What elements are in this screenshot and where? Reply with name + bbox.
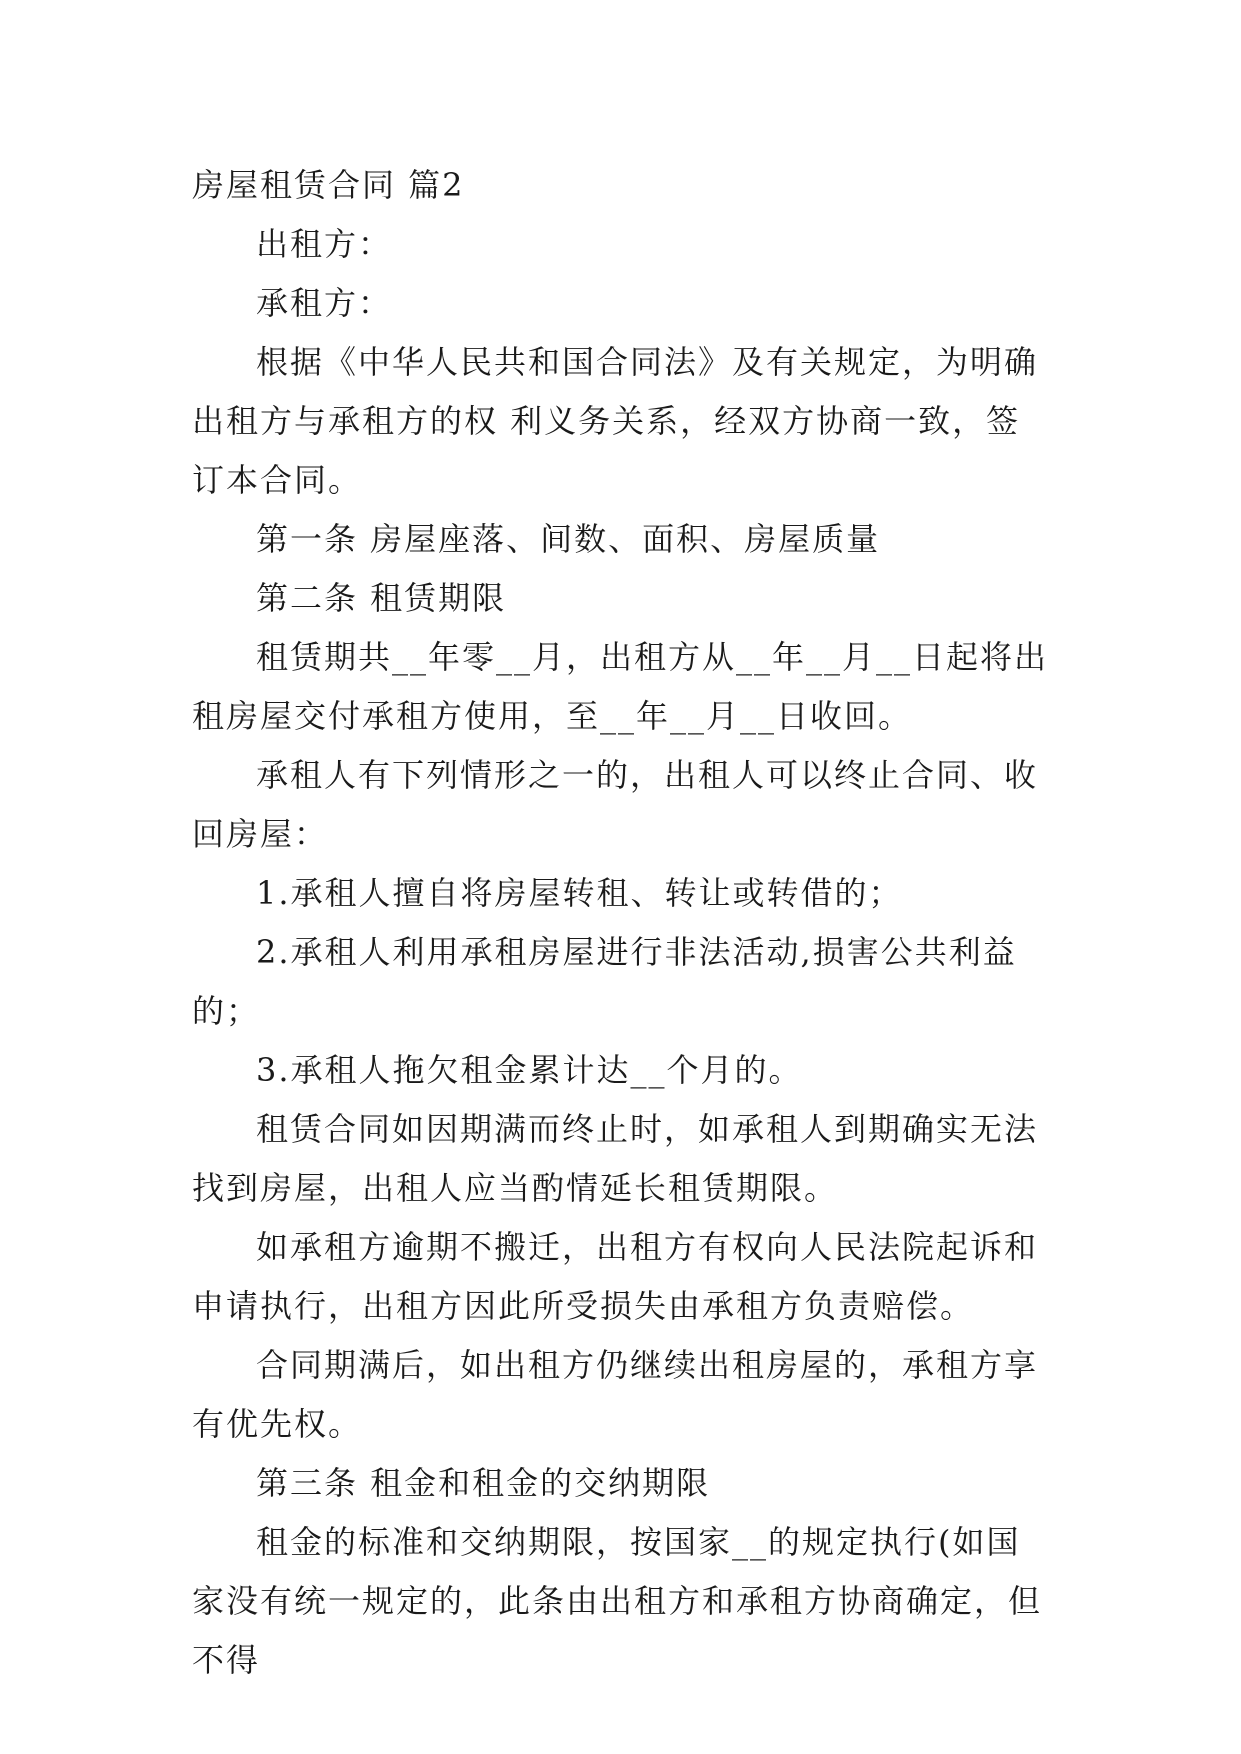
paragraph-lessor: 出租方： [256, 225, 393, 263]
document-body [192, 156, 1050, 1690]
paragraph-lease-term: 租赁期共__年零__月，出租方从__年__月__日起将出租房屋交付承租方使用，至__年__月__日收回。 [192, 638, 1049, 735]
paragraph-termination-conditions: 承租人有下列情形之一的，出租人可以终止合同、收回房屋： [192, 756, 1039, 853]
paragraph-overdue: 如承租方逾期不搬迁，出租方有权向人民法院起诉和申请执行，出租方因此所受损失由承租方负责赔偿。 [192, 1228, 1039, 1325]
paragraph-rent-standard: 租金的标准和交纳期限，按国家__的规定执行(如国家没有统一规定的，此条由出租方和承租方协商确定，但不得 [192, 1523, 1043, 1679]
document-title: 房屋租赁合同 篇2 [192, 166, 465, 204]
list-item-3: 3.承租人拖欠租金累计达__个月的。 [256, 1051, 803, 1089]
list-item-2: 2.承租人利用承租房屋进行非法活动,损害公共利益的； [192, 933, 1017, 1030]
article-2-heading: 第二条 租赁期限 [256, 579, 507, 617]
paragraph-priority: 合同期满后，如出租方仍继续出租房屋的，承租方享有优先权。 [192, 1346, 1039, 1443]
paragraph-expiry: 租赁合同如因期满而终止时，如承租人到期确实无法找到房屋，出租人应当酌情延长租赁期限。 [192, 1110, 1039, 1207]
paragraph-lessee: 承租方： [256, 284, 393, 322]
article-1-heading: 第一条 房屋座落、间数、面积、房屋质量 [256, 520, 881, 558]
article-3-heading: 第三条 租金和租金的交纳期限 [256, 1464, 711, 1502]
list-item-1: 1.承租人擅自将房屋转租、转让或转借的； [256, 874, 903, 912]
paragraph-preamble: 根据《中华人民共和国合同法》及有关规定，为明确出租方与承租方的权 利义务关系，经双方协商一致，签订本合同。 [192, 343, 1039, 499]
